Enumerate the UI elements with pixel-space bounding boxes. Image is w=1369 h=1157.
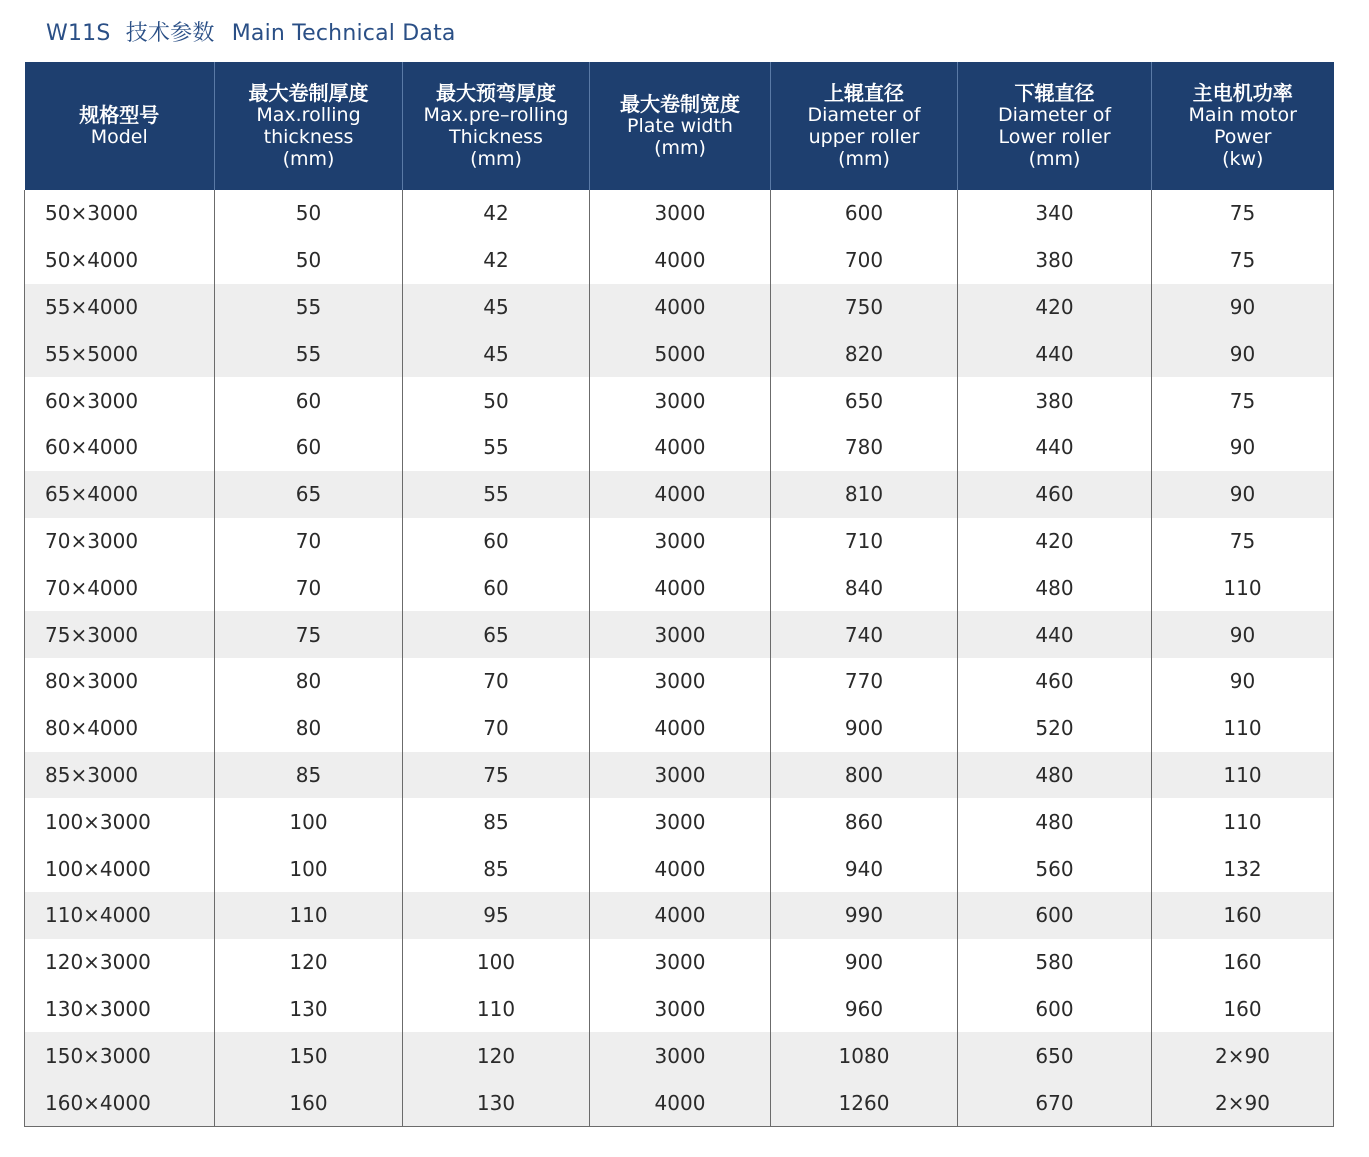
cell-main-motor-power: 90 — [1152, 330, 1334, 377]
cell-upper-roller-diameter: 750 — [771, 284, 958, 331]
cell-upper-roller-diameter: 770 — [771, 658, 958, 705]
title-model-code: W11S — [46, 21, 111, 46]
table-row — [25, 939, 1334, 986]
cell-model: 80×4000 — [25, 705, 215, 752]
cell-lower-roller-diameter: 600 — [958, 892, 1152, 939]
cell-max-rolling-thickness: 100 — [215, 845, 403, 892]
header-plate-width-zh: 最大卷制宽度 — [620, 92, 740, 116]
table-row — [25, 330, 1334, 377]
header-lower-roller-diameter-zh: 下辊直径 — [1014, 81, 1095, 105]
cell-plate-width: 4000 — [590, 845, 771, 892]
cell-lower-roller-diameter: 480 — [958, 798, 1152, 845]
cell-max-rolling-thickness: 150 — [215, 1032, 403, 1079]
header-model-en: Model — [90, 126, 148, 148]
cell-model: 110×4000 — [25, 892, 215, 939]
cell-plate-width: 3000 — [590, 518, 771, 565]
cell-max-rolling-thickness: 70 — [215, 518, 403, 565]
cell-upper-roller-diameter: 600 — [771, 190, 958, 237]
cell-plate-width: 3000 — [590, 1032, 771, 1079]
cell-max-rolling-thickness: 75 — [215, 611, 403, 658]
cell-max-pre-rolling-thickness: 130 — [403, 1079, 590, 1126]
table-body — [25, 190, 1334, 1126]
cell-upper-roller-diameter: 810 — [771, 471, 958, 518]
cell-plate-width: 3000 — [590, 611, 771, 658]
table-row — [25, 658, 1334, 705]
cell-upper-roller-diameter: 700 — [771, 237, 958, 284]
cell-model: 100×4000 — [25, 845, 215, 892]
header-main-motor-power-en-1: Main motor — [1188, 104, 1297, 126]
cell-lower-roller-diameter: 480 — [958, 752, 1152, 799]
cell-model: 75×3000 — [25, 611, 215, 658]
cell-upper-roller-diameter: 780 — [771, 424, 958, 471]
header-max-pre-rolling-thickness-zh: 最大预弯厚度 — [436, 81, 556, 105]
cell-max-pre-rolling-thickness: 120 — [403, 1032, 590, 1079]
cell-max-rolling-thickness: 70 — [215, 564, 403, 611]
table-row — [25, 377, 1334, 424]
cell-main-motor-power: 110 — [1152, 752, 1334, 799]
cell-max-rolling-thickness: 110 — [215, 892, 403, 939]
technical-data-table — [24, 62, 1334, 1127]
header-lower-roller-diameter-unit: (mm) — [1028, 148, 1081, 170]
cell-plate-width: 4000 — [590, 1079, 771, 1126]
cell-lower-roller-diameter: 460 — [958, 471, 1152, 518]
table-row — [25, 705, 1334, 752]
cell-model: 65×4000 — [25, 471, 215, 518]
header-upper-roller-diameter — [771, 62, 958, 190]
table-row — [25, 611, 1334, 658]
cell-max-pre-rolling-thickness: 60 — [403, 518, 590, 565]
cell-model: 85×3000 — [25, 752, 215, 799]
cell-plate-width: 3000 — [590, 752, 771, 799]
cell-model: 55×4000 — [25, 284, 215, 331]
cell-model: 100×3000 — [25, 798, 215, 845]
cell-max-pre-rolling-thickness: 75 — [403, 752, 590, 799]
title-english: Main Technical Data — [231, 21, 456, 46]
cell-plate-width: 4000 — [590, 284, 771, 331]
cell-lower-roller-diameter: 440 — [958, 424, 1152, 471]
cell-max-rolling-thickness: 130 — [215, 986, 403, 1033]
cell-main-motor-power: 132 — [1152, 845, 1334, 892]
header-max-rolling-thickness-en-1: Max.rolling — [256, 104, 361, 126]
cell-max-rolling-thickness: 80 — [215, 705, 403, 752]
cell-upper-roller-diameter: 840 — [771, 564, 958, 611]
header-model-zh: 规格型号 — [79, 103, 160, 127]
cell-model: 120×3000 — [25, 939, 215, 986]
table-row — [25, 798, 1334, 845]
cell-max-pre-rolling-thickness: 45 — [403, 330, 590, 377]
cell-plate-width: 3000 — [590, 658, 771, 705]
cell-upper-roller-diameter: 1080 — [771, 1032, 958, 1079]
cell-max-rolling-thickness: 60 — [215, 424, 403, 471]
table-row — [25, 1079, 1334, 1126]
cell-max-rolling-thickness: 80 — [215, 658, 403, 705]
cell-plate-width: 4000 — [590, 237, 771, 284]
cell-main-motor-power: 110 — [1152, 705, 1334, 752]
cell-plate-width: 3000 — [590, 377, 771, 424]
cell-lower-roller-diameter: 440 — [958, 611, 1152, 658]
header-plate-width-en: Plate width — [627, 115, 733, 137]
cell-main-motor-power: 2×90 — [1152, 1079, 1334, 1126]
header-max-pre-rolling-thickness — [403, 62, 590, 190]
header-max-pre-rolling-thickness-en-1: Max.pre–rolling — [423, 104, 569, 126]
header-main-motor-power-zh: 主电机功率 — [1192, 81, 1293, 105]
header-max-rolling-thickness-zh: 最大卷制厚度 — [248, 81, 369, 105]
cell-max-pre-rolling-thickness: 110 — [403, 986, 590, 1033]
cell-lower-roller-diameter: 560 — [958, 845, 1152, 892]
cell-max-rolling-thickness: 50 — [215, 190, 403, 237]
header-lower-roller-diameter — [958, 62, 1152, 190]
cell-max-pre-rolling-thickness: 50 — [403, 377, 590, 424]
table-row — [25, 424, 1334, 471]
cell-plate-width: 3000 — [590, 798, 771, 845]
cell-plate-width: 3000 — [590, 939, 771, 986]
header-upper-roller-diameter-en-2: upper roller — [808, 126, 920, 148]
cell-model: 130×3000 — [25, 986, 215, 1033]
cell-model: 70×4000 — [25, 564, 215, 611]
header-main-motor-power-unit: (kw) — [1222, 148, 1264, 170]
cell-model: 60×4000 — [25, 424, 215, 471]
header-main-motor-power-en-2: Power — [1214, 126, 1272, 148]
cell-lower-roller-diameter: 670 — [958, 1079, 1152, 1126]
cell-main-motor-power: 110 — [1152, 798, 1334, 845]
cell-lower-roller-diameter: 420 — [958, 518, 1152, 565]
cell-max-rolling-thickness: 65 — [215, 471, 403, 518]
cell-main-motor-power: 160 — [1152, 939, 1334, 986]
cell-main-motor-power: 160 — [1152, 892, 1334, 939]
cell-plate-width: 4000 — [590, 705, 771, 752]
cell-max-pre-rolling-thickness: 70 — [403, 705, 590, 752]
header-max-pre-rolling-thickness-en-2: Thickness — [449, 126, 543, 148]
cell-main-motor-power: 90 — [1152, 471, 1334, 518]
cell-max-rolling-thickness: 50 — [215, 237, 403, 284]
header-max-rolling-thickness-en-2: thickness — [263, 126, 354, 148]
cell-upper-roller-diameter: 650 — [771, 377, 958, 424]
cell-plate-width: 5000 — [590, 330, 771, 377]
header-model — [25, 62, 215, 190]
cell-main-motor-power: 90 — [1152, 611, 1334, 658]
cell-upper-roller-diameter: 900 — [771, 939, 958, 986]
cell-main-motor-power: 75 — [1152, 237, 1334, 284]
table-header — [25, 62, 1334, 190]
cell-plate-width: 3000 — [590, 986, 771, 1033]
cell-max-rolling-thickness: 160 — [215, 1079, 403, 1126]
cell-max-rolling-thickness: 55 — [215, 330, 403, 377]
header-lower-roller-diameter-en-1: Diameter of — [997, 104, 1112, 126]
cell-max-pre-rolling-thickness: 45 — [403, 284, 590, 331]
header-max-pre-rolling-thickness-unit: (mm) — [470, 148, 522, 170]
cell-max-pre-rolling-thickness: 70 — [403, 658, 590, 705]
cell-upper-roller-diameter: 740 — [771, 611, 958, 658]
cell-plate-width: 4000 — [590, 892, 771, 939]
cell-main-motor-power: 75 — [1152, 190, 1334, 237]
cell-main-motor-power: 2×90 — [1152, 1032, 1334, 1079]
title-chinese: 技术参数 — [125, 21, 215, 46]
table-row — [25, 892, 1334, 939]
cell-main-motor-power: 160 — [1152, 986, 1334, 1033]
cell-main-motor-power: 75 — [1152, 518, 1334, 565]
header-upper-roller-diameter-zh: 上辊直径 — [824, 81, 904, 105]
cell-max-rolling-thickness: 55 — [215, 284, 403, 331]
cell-upper-roller-diameter: 990 — [771, 892, 958, 939]
cell-max-rolling-thickness: 100 — [215, 798, 403, 845]
header-plate-width — [590, 62, 771, 190]
cell-upper-roller-diameter: 1260 — [771, 1079, 958, 1126]
cell-main-motor-power: 110 — [1152, 564, 1334, 611]
cell-lower-roller-diameter: 520 — [958, 705, 1152, 752]
header-lower-roller-diameter-en-2: Lower roller — [998, 126, 1111, 148]
cell-upper-roller-diameter: 940 — [771, 845, 958, 892]
cell-model: 55×5000 — [25, 330, 215, 377]
cell-max-pre-rolling-thickness: 42 — [403, 237, 590, 284]
table-row — [25, 518, 1334, 565]
cell-plate-width: 4000 — [590, 424, 771, 471]
cell-max-pre-rolling-thickness: 55 — [403, 471, 590, 518]
table-row — [25, 564, 1334, 611]
header-max-rolling-thickness — [215, 62, 403, 190]
cell-main-motor-power: 90 — [1152, 424, 1334, 471]
cell-max-pre-rolling-thickness: 85 — [403, 798, 590, 845]
cell-upper-roller-diameter: 820 — [771, 330, 958, 377]
cell-lower-roller-diameter: 650 — [958, 1032, 1152, 1079]
page-title — [46, 16, 466, 47]
cell-max-rolling-thickness: 60 — [215, 377, 403, 424]
cell-lower-roller-diameter: 440 — [958, 330, 1152, 377]
cell-max-pre-rolling-thickness: 85 — [403, 845, 590, 892]
cell-lower-roller-diameter: 420 — [958, 284, 1152, 331]
cell-model: 160×4000 — [25, 1079, 215, 1126]
cell-plate-width: 4000 — [590, 564, 771, 611]
cell-upper-roller-diameter: 710 — [771, 518, 958, 565]
cell-lower-roller-diameter: 480 — [958, 564, 1152, 611]
cell-max-pre-rolling-thickness: 55 — [403, 424, 590, 471]
cell-model: 50×4000 — [25, 237, 215, 284]
cell-max-pre-rolling-thickness: 42 — [403, 190, 590, 237]
cell-max-pre-rolling-thickness: 95 — [403, 892, 590, 939]
cell-lower-roller-diameter: 340 — [958, 190, 1152, 237]
cell-max-pre-rolling-thickness: 60 — [403, 564, 590, 611]
header-max-rolling-thickness-unit: (mm) — [282, 148, 335, 170]
cell-upper-roller-diameter: 900 — [771, 705, 958, 752]
cell-lower-roller-diameter: 580 — [958, 939, 1152, 986]
table-row — [25, 237, 1334, 284]
table-row — [25, 190, 1334, 237]
cell-lower-roller-diameter: 460 — [958, 658, 1152, 705]
cell-plate-width: 4000 — [590, 471, 771, 518]
header-upper-roller-diameter-unit: (mm) — [838, 148, 890, 170]
cell-lower-roller-diameter: 380 — [958, 237, 1152, 284]
header-main-motor-power — [1152, 62, 1334, 190]
cell-upper-roller-diameter: 860 — [771, 798, 958, 845]
cell-max-pre-rolling-thickness: 100 — [403, 939, 590, 986]
table-row — [25, 752, 1334, 799]
table-row — [25, 284, 1334, 331]
cell-max-pre-rolling-thickness: 65 — [403, 611, 590, 658]
cell-lower-roller-diameter: 600 — [958, 986, 1152, 1033]
table-row — [25, 986, 1334, 1033]
cell-main-motor-power: 75 — [1152, 377, 1334, 424]
table-row — [25, 1032, 1334, 1079]
cell-model: 50×3000 — [25, 190, 215, 237]
header-row — [25, 62, 1334, 190]
cell-upper-roller-diameter: 800 — [771, 752, 958, 799]
cell-max-rolling-thickness: 120 — [215, 939, 403, 986]
header-plate-width-unit: (mm) — [654, 137, 706, 159]
header-upper-roller-diameter-en-1: Diameter of — [807, 104, 921, 126]
cell-plate-width: 3000 — [590, 190, 771, 237]
cell-model: 70×3000 — [25, 518, 215, 565]
cell-lower-roller-diameter: 380 — [958, 377, 1152, 424]
cell-max-rolling-thickness: 85 — [215, 752, 403, 799]
cell-main-motor-power: 90 — [1152, 658, 1334, 705]
table-row — [25, 845, 1334, 892]
cell-model: 60×3000 — [25, 377, 215, 424]
cell-main-motor-power: 90 — [1152, 284, 1334, 331]
cell-upper-roller-diameter: 960 — [771, 986, 958, 1033]
table-row — [25, 471, 1334, 518]
cell-model: 80×3000 — [25, 658, 215, 705]
cell-model: 150×3000 — [25, 1032, 215, 1079]
